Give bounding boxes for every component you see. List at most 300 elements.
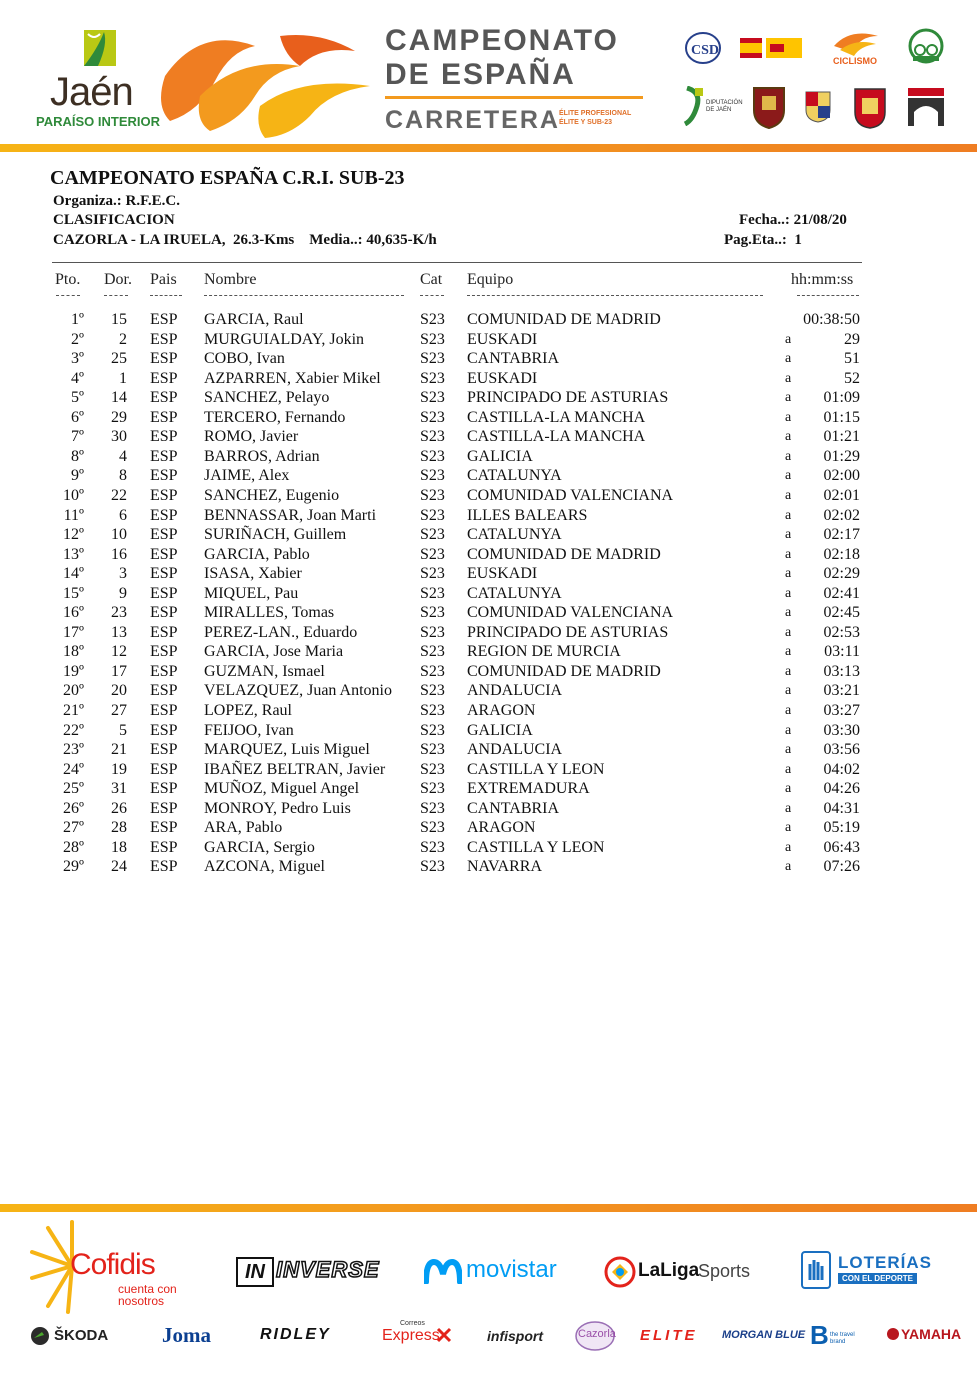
yamaha-tuning-fork-icon xyxy=(886,1327,900,1341)
header-divider xyxy=(52,262,862,263)
cell-rider-name: VELAZQUEZ, Juan Antonio xyxy=(204,682,392,700)
cell-team: COMUNIDAD DE MADRID xyxy=(467,662,661,680)
cell-category: S23 xyxy=(420,858,445,876)
table-row xyxy=(0,486,977,506)
cell-rider-name: MUÑOZ, Miguel Angel xyxy=(204,780,360,798)
cell-category: S23 xyxy=(420,604,445,622)
cell-gap-marker: a xyxy=(785,331,792,347)
cell-category: S23 xyxy=(420,545,445,563)
cell-position: 18º xyxy=(63,643,84,661)
cell-country: ESP xyxy=(150,545,178,563)
cell-bib: 29 xyxy=(111,408,127,426)
cell-bib: 8 xyxy=(119,467,127,485)
table-row xyxy=(0,603,977,623)
cell-team: GALICIA xyxy=(467,447,533,465)
cell-gap-marker: a xyxy=(785,742,792,758)
cell-category: S23 xyxy=(420,799,445,817)
table-row xyxy=(0,310,977,330)
loterias-hand-icon xyxy=(800,1250,832,1290)
cell-gap-marker: a xyxy=(785,448,792,464)
header-color-bar xyxy=(0,144,977,152)
cell-category: S23 xyxy=(420,643,445,661)
cell-gap-marker: a xyxy=(785,859,792,875)
movistar-wordmark: movistar xyxy=(466,1256,557,1283)
stage-info: CAZORLA - LA IRUELA, 26.3-Kms Media..: 40,635-K/h xyxy=(53,232,437,248)
csd-logo xyxy=(683,30,723,66)
cell-gap-marker: a xyxy=(785,429,792,445)
title-rule xyxy=(385,96,643,99)
cell-country: ESP xyxy=(150,350,178,368)
cell-category: S23 xyxy=(420,389,445,407)
cell-gap-marker: a xyxy=(785,605,792,621)
cell-gap-marker: a xyxy=(785,390,792,406)
jaen-tagline: PARAÍSO INTERIOR xyxy=(36,114,160,129)
table-row xyxy=(0,662,977,682)
cell-rider-name: AZCONA, Miguel xyxy=(204,858,325,876)
cell-team: CASTILLA Y LEON xyxy=(467,838,605,856)
col-header-bib: Dor. xyxy=(104,271,132,288)
cell-category: S23 xyxy=(420,428,445,446)
page-stage-line: Pag.Eta..: 1 xyxy=(724,232,802,248)
cell-category: S23 xyxy=(420,838,445,856)
cell-bib: 16 xyxy=(111,545,127,563)
cell-time: 52 xyxy=(844,369,860,387)
cell-category: S23 xyxy=(420,311,445,328)
cell-gap-marker: a xyxy=(785,703,792,718)
cell-team: CATALUNYA xyxy=(467,467,562,485)
cell-team: EXTREMADURA xyxy=(467,780,590,798)
table-row xyxy=(0,721,977,741)
cell-team: CASTILLA-LA MANCHA xyxy=(467,428,646,446)
cell-bib: 30 xyxy=(111,428,127,446)
cell-time: 02:18 xyxy=(823,545,860,563)
cell-country: ESP xyxy=(150,760,178,778)
table-row xyxy=(0,388,977,408)
cell-rider-name: MARQUEZ, Luis Miguel xyxy=(204,741,370,759)
cell-time: 02:53 xyxy=(823,623,860,641)
cell-category: S23 xyxy=(420,506,445,524)
cell-bib: 17 xyxy=(111,662,127,680)
cell-team: COMUNIDAD VALENCIANA xyxy=(467,604,674,622)
cell-team: ARAGON xyxy=(467,819,536,837)
cell-time: 04:26 xyxy=(823,780,860,798)
jaen-wordmark: Jaén xyxy=(50,70,133,114)
table-row xyxy=(0,330,977,350)
cell-gap-marker: a xyxy=(785,722,792,738)
cell-gap-marker: a xyxy=(785,820,792,836)
cell-category: S23 xyxy=(420,526,445,544)
cell-country: ESP xyxy=(150,702,178,719)
cell-bib: 24 xyxy=(111,858,127,876)
cell-bib: 14 xyxy=(111,389,127,407)
col-header-name: Nombre xyxy=(204,271,257,288)
table-row xyxy=(0,838,977,858)
cell-time: 03:11 xyxy=(824,643,860,661)
cell-category: S23 xyxy=(420,447,445,465)
col-header-category: Cat xyxy=(420,271,443,288)
cell-gap-marker: a xyxy=(785,781,792,797)
cell-category: S23 xyxy=(420,682,445,700)
laliga-sports-wordmark: Sports xyxy=(698,1261,751,1281)
coat-of-arms-red-icon xyxy=(750,84,788,130)
coat-of-arms-castle-icon xyxy=(852,86,888,130)
cell-rider-name: SURIÑACH, Guillem xyxy=(204,526,347,544)
cell-position: 7º xyxy=(71,428,84,446)
dash-rule-time xyxy=(797,295,859,296)
cell-bib: 3 xyxy=(119,565,127,583)
cell-rider-name: GUZMAN, Ismael xyxy=(204,662,325,680)
cell-bib: 26 xyxy=(111,799,127,817)
cell-rider-name: GARCIA, Raul xyxy=(204,311,304,328)
cell-category: S23 xyxy=(420,623,445,641)
cell-time: 02:45 xyxy=(823,604,860,622)
cell-position: 12º xyxy=(63,526,84,544)
cell-bib: 20 xyxy=(111,682,127,700)
table-row xyxy=(0,799,977,819)
laliga-wordmark: LaLiga xyxy=(638,1260,700,1281)
cell-time: 01:29 xyxy=(823,447,860,465)
cell-country: ESP xyxy=(150,819,178,837)
cell-rider-name: FEIJOO, Ivan xyxy=(204,721,294,739)
cell-position: 17º xyxy=(63,623,84,641)
dash-rule-team xyxy=(467,295,763,296)
col-header-time: hh:mm:ss xyxy=(791,271,854,288)
championship-title-line2: DE ESPAÑA xyxy=(385,58,576,91)
elite-logo: ELITE xyxy=(640,1327,698,1344)
cell-position: 27º xyxy=(63,819,84,837)
movistar-m-icon xyxy=(424,1258,462,1284)
cell-bib: 25 xyxy=(111,350,127,368)
cell-time: 00:38:50 xyxy=(803,311,860,328)
cell-team: ARAGON xyxy=(467,702,536,719)
jaen-leaf-icon xyxy=(78,30,118,66)
cell-bib: 15 xyxy=(111,311,127,328)
category-elite-pro: ÉLITE PROFESIONAL xyxy=(559,110,632,117)
b-travel-mark: B xyxy=(810,1320,829,1350)
cell-category: S23 xyxy=(420,721,445,739)
cofidis-tagline-2: nosotros xyxy=(118,1294,165,1308)
cell-team: CATALUNYA xyxy=(467,584,562,602)
table-row xyxy=(0,447,977,467)
cell-bib: 12 xyxy=(111,643,127,661)
table-row xyxy=(0,427,977,447)
classification-label: CLASIFICACION xyxy=(53,212,175,228)
table-row xyxy=(0,349,977,369)
cell-position: 2º xyxy=(71,330,84,348)
cell-country: ESP xyxy=(150,428,178,446)
cell-gap-marker: a xyxy=(785,585,792,601)
express-wordmark: Express xyxy=(382,1327,440,1344)
cell-position: 1º xyxy=(71,311,84,328)
loterias-wordmark: LOTERÍAS xyxy=(838,1253,932,1272)
cofidis-wordmark: Cofidis xyxy=(70,1248,155,1281)
svg-text:CSD: CSD xyxy=(691,43,720,58)
col-header-team: Equipo xyxy=(467,271,514,288)
cell-category: S23 xyxy=(420,408,445,426)
cell-position: 28º xyxy=(63,838,84,856)
cell-country: ESP xyxy=(150,369,178,387)
cell-position: 10º xyxy=(63,486,84,504)
cell-position: 19º xyxy=(63,662,84,680)
cell-country: ESP xyxy=(150,721,178,739)
cell-category: S23 xyxy=(420,702,445,719)
cell-position: 8º xyxy=(71,447,84,465)
cell-category: S23 xyxy=(420,565,445,583)
cell-rider-name: GARCIA, Jose Maria xyxy=(204,643,344,661)
cell-country: ESP xyxy=(150,506,178,524)
col-header-country: Pais xyxy=(150,271,177,288)
cell-category: S23 xyxy=(420,350,445,368)
cell-time: 03:30 xyxy=(823,721,860,739)
cell-rider-name: PEREZ-LAN., Eduardo xyxy=(204,623,358,641)
cell-category: S23 xyxy=(420,760,445,778)
cell-position: 14º xyxy=(63,565,84,583)
cell-gap-marker: a xyxy=(785,839,792,855)
cell-country: ESP xyxy=(150,447,178,465)
cell-time: 06:43 xyxy=(823,838,860,856)
header-banner xyxy=(0,0,977,152)
table-row xyxy=(0,623,977,643)
rfec-cycling-swirl-icon xyxy=(830,28,882,56)
cell-bib: 2 xyxy=(119,330,127,348)
cell-country: ESP xyxy=(150,330,178,348)
yamaha-wordmark: YAMAHA xyxy=(901,1326,962,1342)
jaen-logo xyxy=(36,28,166,138)
cell-team: EUSKADI xyxy=(467,369,538,387)
cell-rider-name: ROMO, Javier xyxy=(204,428,299,446)
cell-team: PRINCIPADO DE ASTURIAS xyxy=(467,389,669,407)
cell-team: CASTILLA-LA MANCHA xyxy=(467,408,646,426)
skoda-arrow-icon xyxy=(30,1326,50,1346)
cell-rider-name: GARCIA, Pablo xyxy=(204,545,310,563)
cell-time: 04:31 xyxy=(823,799,860,817)
dash-rule-country xyxy=(150,295,182,296)
cell-time: 01:15 xyxy=(823,408,860,426)
cell-time: 01:09 xyxy=(823,389,860,407)
cell-gap-marker: a xyxy=(785,409,792,425)
table-row xyxy=(0,466,977,486)
cell-bib: 27 xyxy=(111,702,127,719)
cell-team: CATALUNYA xyxy=(467,526,562,544)
table-row xyxy=(0,760,977,780)
cell-rider-name: MONROY, Pedro Luis xyxy=(204,799,351,817)
category-elite-sub23: ÉLITE Y SUB-23 xyxy=(559,119,613,126)
cell-team: REGION DE MURCIA xyxy=(467,643,621,661)
cell-position: 5º xyxy=(71,389,84,407)
cell-team: ILLES BALEARS xyxy=(467,506,588,524)
cell-rider-name: TERCERO, Fernando xyxy=(204,408,346,426)
document-title: CAMPEONATO ESPAÑA C.R.I. SUB-23 xyxy=(50,167,405,189)
organizer-line: Organiza.: R.F.E.C. xyxy=(53,193,180,209)
cell-team: COMUNIDAD VALENCIANA xyxy=(467,486,674,504)
table-row xyxy=(0,818,977,838)
cell-rider-name: BARROS, Adrian xyxy=(204,447,320,465)
cell-time: 02:17 xyxy=(823,526,860,544)
cell-bib: 4 xyxy=(119,447,127,465)
loterias-subline: CON EL DEPORTE xyxy=(838,1273,917,1284)
infisport-logo: infisport xyxy=(487,1328,543,1344)
cell-rider-name: LOPEZ, Raul xyxy=(204,702,292,719)
cell-time: 02:01 xyxy=(823,486,860,504)
cell-country: ESP xyxy=(150,526,178,544)
table-row xyxy=(0,408,977,428)
cell-category: S23 xyxy=(420,467,445,485)
cell-gap-marker: a xyxy=(785,566,792,582)
laliga-ball-icon xyxy=(604,1256,636,1288)
cell-gap-marker: a xyxy=(785,370,792,386)
cazorla-wordmark: Cazorla xyxy=(578,1328,616,1340)
cell-gap-marker: a xyxy=(785,800,792,816)
cell-time: 51 xyxy=(844,350,860,368)
cell-country: ESP xyxy=(150,604,178,622)
ridley-logo: RIDLEY xyxy=(260,1326,331,1343)
cell-bib: 21 xyxy=(111,741,127,759)
cell-position: 11º xyxy=(63,506,84,524)
cell-position: 24º xyxy=(63,760,84,778)
table-row xyxy=(0,369,977,389)
cell-position: 3º xyxy=(71,350,84,368)
cell-bib: 13 xyxy=(111,623,127,641)
cell-team: CANTABRIA xyxy=(467,799,560,817)
cell-team: EUSKADI xyxy=(467,565,538,583)
cell-time: 02:41 xyxy=(823,584,860,602)
cycling-badge-logo xyxy=(908,28,944,64)
inverse-wordmark: INVERSE xyxy=(276,1257,380,1282)
cell-position: 29º xyxy=(63,858,84,876)
cell-country: ESP xyxy=(150,682,178,700)
cell-gap-marker: a xyxy=(785,487,792,503)
table-row xyxy=(0,564,977,584)
cell-category: S23 xyxy=(420,662,445,680)
express-x-icon xyxy=(436,1327,452,1343)
flame-swoosh-logo xyxy=(160,26,375,141)
cell-country: ESP xyxy=(150,389,178,407)
dash-rule-name xyxy=(204,295,404,296)
cell-rider-name: SANCHEZ, Pelayo xyxy=(204,389,330,407)
cell-country: ESP xyxy=(150,643,178,661)
table-row xyxy=(0,779,977,799)
cell-position: 6º xyxy=(71,408,84,426)
cell-team: ANDALUCIA xyxy=(467,682,563,700)
cell-category: S23 xyxy=(420,741,445,759)
footer-color-bar xyxy=(0,1204,977,1212)
cell-rider-name: SANCHEZ, Eugenio xyxy=(204,486,340,504)
cell-time: 29 xyxy=(844,330,860,348)
correos-label: Correos xyxy=(400,1320,425,1327)
cell-position: 4º xyxy=(71,369,84,387)
cell-team: PRINCIPADO DE ASTURIAS xyxy=(467,623,669,641)
cell-position: 16º xyxy=(63,604,84,622)
cell-time: 03:27 xyxy=(823,702,860,719)
cell-time: 03:21 xyxy=(823,682,860,700)
joma-logo: Joma xyxy=(162,1323,211,1347)
cell-country: ESP xyxy=(150,565,178,583)
date-line: Fecha..: 21/08/20 xyxy=(739,212,847,228)
cell-team: EUSKADI xyxy=(467,330,538,348)
cell-time: 02:29 xyxy=(823,565,860,583)
bridge-arch-logo xyxy=(906,86,946,128)
dash-rule-bib xyxy=(104,295,128,296)
cell-time: 02:00 xyxy=(823,467,860,485)
cell-rider-name: ISASA, Xabier xyxy=(204,565,302,583)
cell-rider-name: GARCIA, Sergio xyxy=(204,838,315,856)
cell-gap-marker: a xyxy=(785,507,792,523)
diputacion-jaen-icon xyxy=(683,86,705,126)
cofidis-tagline-1: cuenta con xyxy=(118,1282,177,1296)
cell-bib: 18 xyxy=(111,838,127,856)
cell-time: 05:19 xyxy=(823,819,860,837)
cell-gap-marker: a xyxy=(785,624,792,640)
cell-team: COMUNIDAD DE MADRID xyxy=(467,545,661,563)
morgan-blue-logo: MORGAN BLUE xyxy=(722,1329,806,1341)
cell-country: ESP xyxy=(150,838,178,856)
table-row xyxy=(0,681,977,701)
cell-team: ANDALUCIA xyxy=(467,741,563,759)
cell-bib: 23 xyxy=(111,604,127,622)
cell-country: ESP xyxy=(150,799,178,817)
cell-team: CASTILLA Y LEON xyxy=(467,760,605,778)
cell-position: 13º xyxy=(63,545,84,563)
cell-rider-name: JAIME, Alex xyxy=(204,467,290,485)
table-row xyxy=(0,701,977,721)
cell-category: S23 xyxy=(420,369,445,387)
cell-gap-marker: a xyxy=(785,644,792,660)
cell-bib: 5 xyxy=(119,721,127,739)
ciclismo-label: CICLISMO xyxy=(833,56,877,66)
cell-bib: 22 xyxy=(111,486,127,504)
cell-rider-name: MURGUIALDAY, Jokin xyxy=(204,330,365,348)
championship-title-line1: CAMPEONATO xyxy=(385,24,619,57)
cell-rider-name: AZPARREN, Xabier Mikel xyxy=(204,369,381,387)
cell-position: 25º xyxy=(63,780,84,798)
spain-gov-logo xyxy=(740,38,802,58)
cell-time: 01:21 xyxy=(823,428,860,446)
cell-position: 26º xyxy=(63,799,84,817)
table-row xyxy=(0,642,977,662)
cell-category: S23 xyxy=(420,584,445,602)
coat-of-arms-quartered-icon xyxy=(804,90,832,124)
skoda-wordmark: ŠKODA xyxy=(54,1327,109,1344)
cell-country: ESP xyxy=(150,467,178,485)
cell-gap-marker: a xyxy=(785,663,792,679)
dash-rule-category xyxy=(420,295,444,296)
cell-team: GALICIA xyxy=(467,721,533,739)
cell-gap-marker: a xyxy=(785,683,792,699)
cell-rider-name: ARA, Pablo xyxy=(204,819,283,837)
cell-category: S23 xyxy=(420,486,445,504)
cell-bib: 1 xyxy=(119,369,127,387)
cell-gap-marker: a xyxy=(785,546,792,562)
cell-country: ESP xyxy=(150,780,178,798)
cell-bib: 28 xyxy=(111,819,127,837)
championship-categories xyxy=(559,109,649,127)
cell-bib: 9 xyxy=(119,584,127,602)
cell-rider-name: MIQUEL, Pau xyxy=(204,584,299,602)
cell-country: ESP xyxy=(150,741,178,759)
table-row xyxy=(0,857,977,877)
cell-bib: 10 xyxy=(111,526,127,544)
table-row xyxy=(0,740,977,760)
cell-time: 07:26 xyxy=(823,858,860,876)
cell-country: ESP xyxy=(150,662,178,680)
cell-time: 02:02 xyxy=(823,506,860,524)
cell-country: ESP xyxy=(150,584,178,602)
diputacion-jaen-label: DIPUTACIÓN DE JAÉN xyxy=(706,100,743,113)
cell-gap-marker: a xyxy=(785,351,792,367)
cell-bib: 6 xyxy=(119,506,127,524)
table-row xyxy=(0,525,977,545)
cell-gap-marker: a xyxy=(785,468,792,484)
